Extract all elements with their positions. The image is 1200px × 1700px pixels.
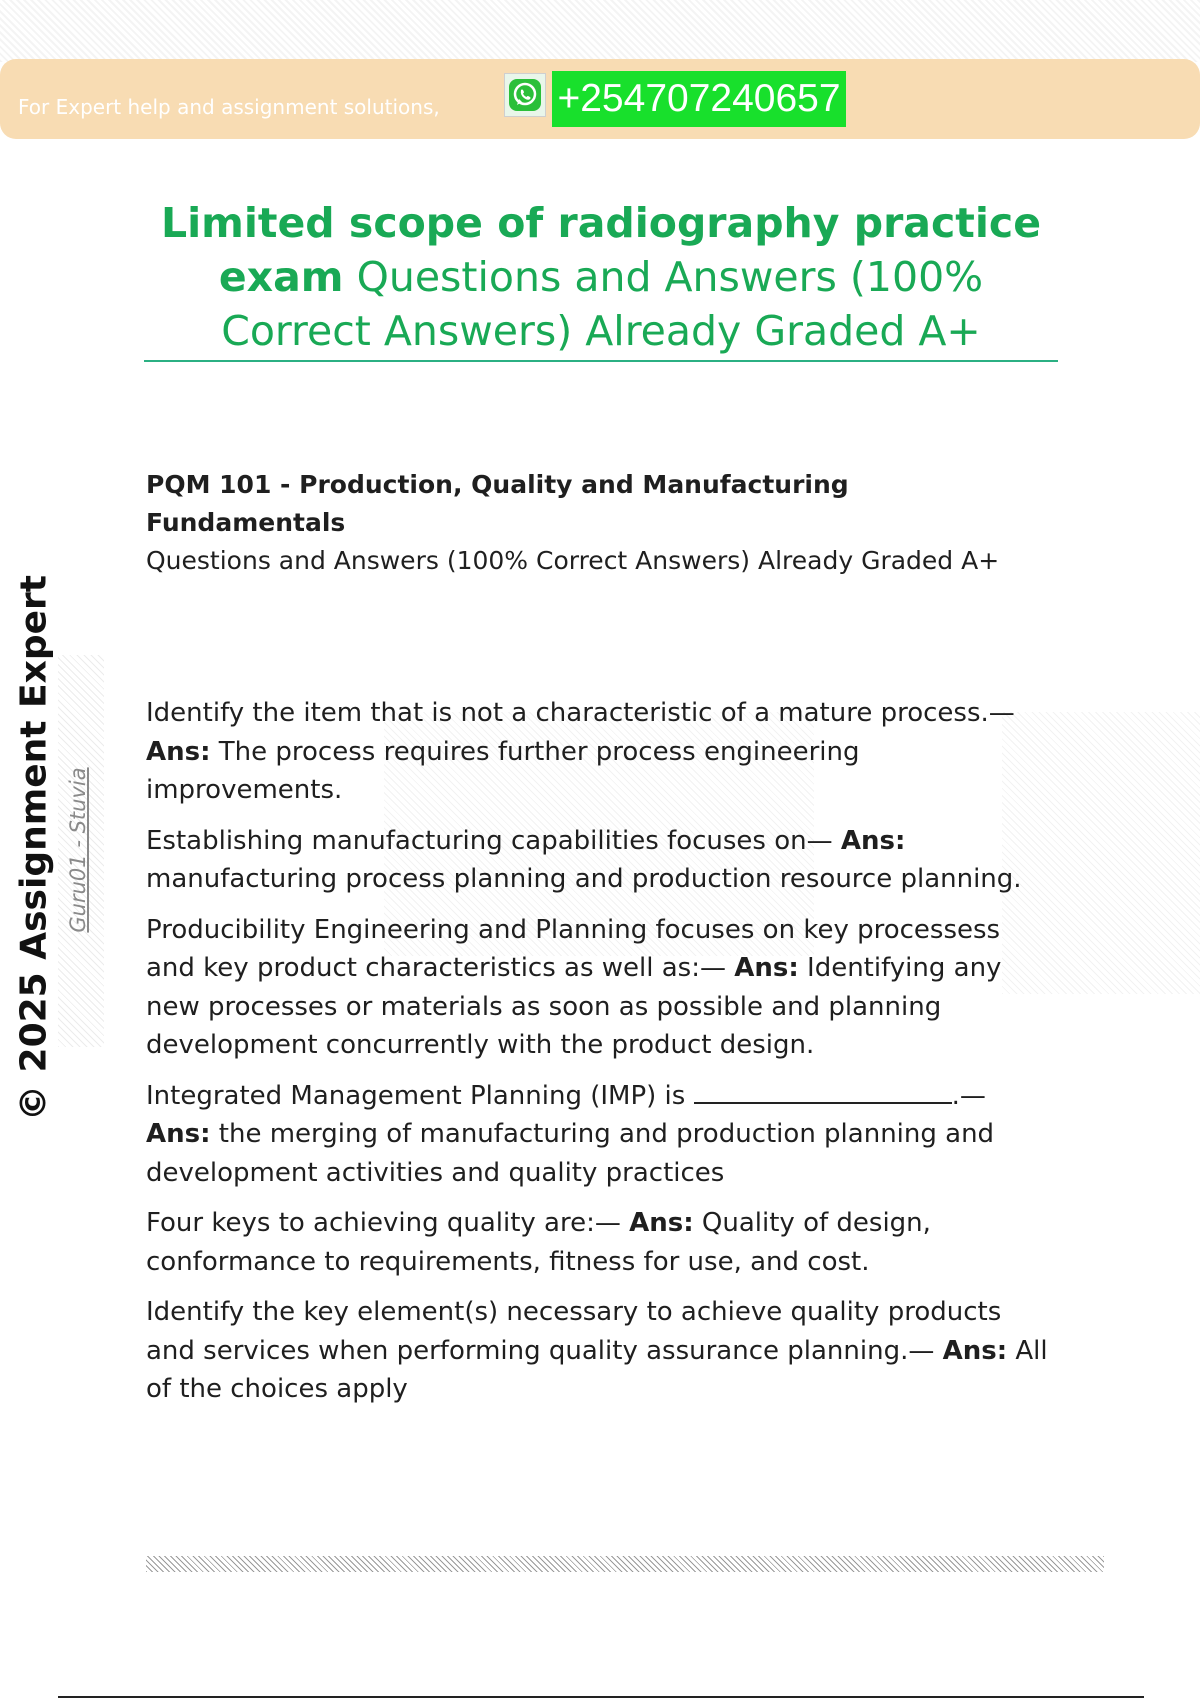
qa-item — [146, 911, 1056, 1065]
qa-item — [146, 1077, 1056, 1193]
course-header — [146, 466, 1046, 580]
question-text: Establishing manufacturing capabilities focuses on— — [146, 825, 833, 856]
answer-marker: Ans: — [146, 1119, 211, 1149]
answer-marker: Ans: — [942, 1335, 1008, 1366]
whatsapp-icon[interactable] — [504, 73, 546, 117]
answer-marker: Ans: — [734, 953, 799, 983]
banner-text: For Expert help and assignment solutions, — [18, 95, 440, 119]
question-text: Integrated Management Planning (IMP) is — [146, 1080, 686, 1111]
qa-item — [146, 822, 1056, 899]
footer-rule — [58, 1696, 1144, 1698]
question-text: Identify the item that is not a characteristic of a mature process.— — [146, 698, 1015, 728]
copyright-vertical-text: © 2025 Assignment Expert — [13, 575, 55, 1121]
answer-marker: Ans: — [146, 736, 211, 767]
answer-text: the merging of manufacturing and production planning and development activities and quality practices — [146, 1119, 995, 1188]
document-title — [144, 196, 1058, 358]
answer-text: Identifying any new processes or materials as soon as possible and planning development concurrently with the product design. — [146, 953, 1002, 1060]
question-text-end: .— — [951, 1080, 986, 1111]
qa-list — [146, 694, 1056, 1421]
whatsapp-glyph — [508, 78, 542, 112]
answer-text: manufacturing process planning and production resource planning. — [146, 864, 1022, 894]
title-underline — [144, 360, 1058, 362]
title-bold-part: Limited scope of radiography practice exam — [160, 199, 1042, 301]
answer-text: All of the choices apply — [146, 1335, 1048, 1404]
question-text: Four keys to achieving quality are:— — [146, 1208, 621, 1238]
author-vertical-text: Guru01 - Stuvia — [66, 767, 90, 933]
question-text: Producibility Engineering and Planning focuses on key processess and key product characteristics as well as:— — [146, 914, 1001, 983]
answer-text: Quality of design, conformance to requirements, fitness for use, and cost. — [146, 1208, 931, 1277]
qa-item — [146, 1204, 1056, 1281]
answer-marker: Ans: — [840, 825, 906, 856]
phone-number-link[interactable]: +254707240657 — [552, 71, 846, 127]
qa-item — [146, 1293, 1056, 1409]
course-title: PQM 101 - Production, Quality and Manufacturing Fundamentals — [146, 470, 849, 537]
fill-in-blank — [694, 1078, 952, 1104]
top-hatch-decoration — [0, 0, 1200, 62]
course-subtitle: Questions and Answers (100% Correct Answers) Already Graded A+ — [146, 546, 1000, 575]
question-text: Identify the key element(s) necessary to achieve quality products and services when performing quality assurance planning.— — [146, 1297, 1002, 1366]
bottom-hatch-divider — [146, 1556, 1104, 1572]
qa-item — [146, 694, 1056, 810]
answer-text: The process requires further process engineering improvements. — [146, 736, 860, 805]
title-regular-part: Questions and Answers (100% Correct Answers) Already Graded A+ — [221, 253, 984, 355]
answer-marker: Ans: — [629, 1208, 694, 1238]
